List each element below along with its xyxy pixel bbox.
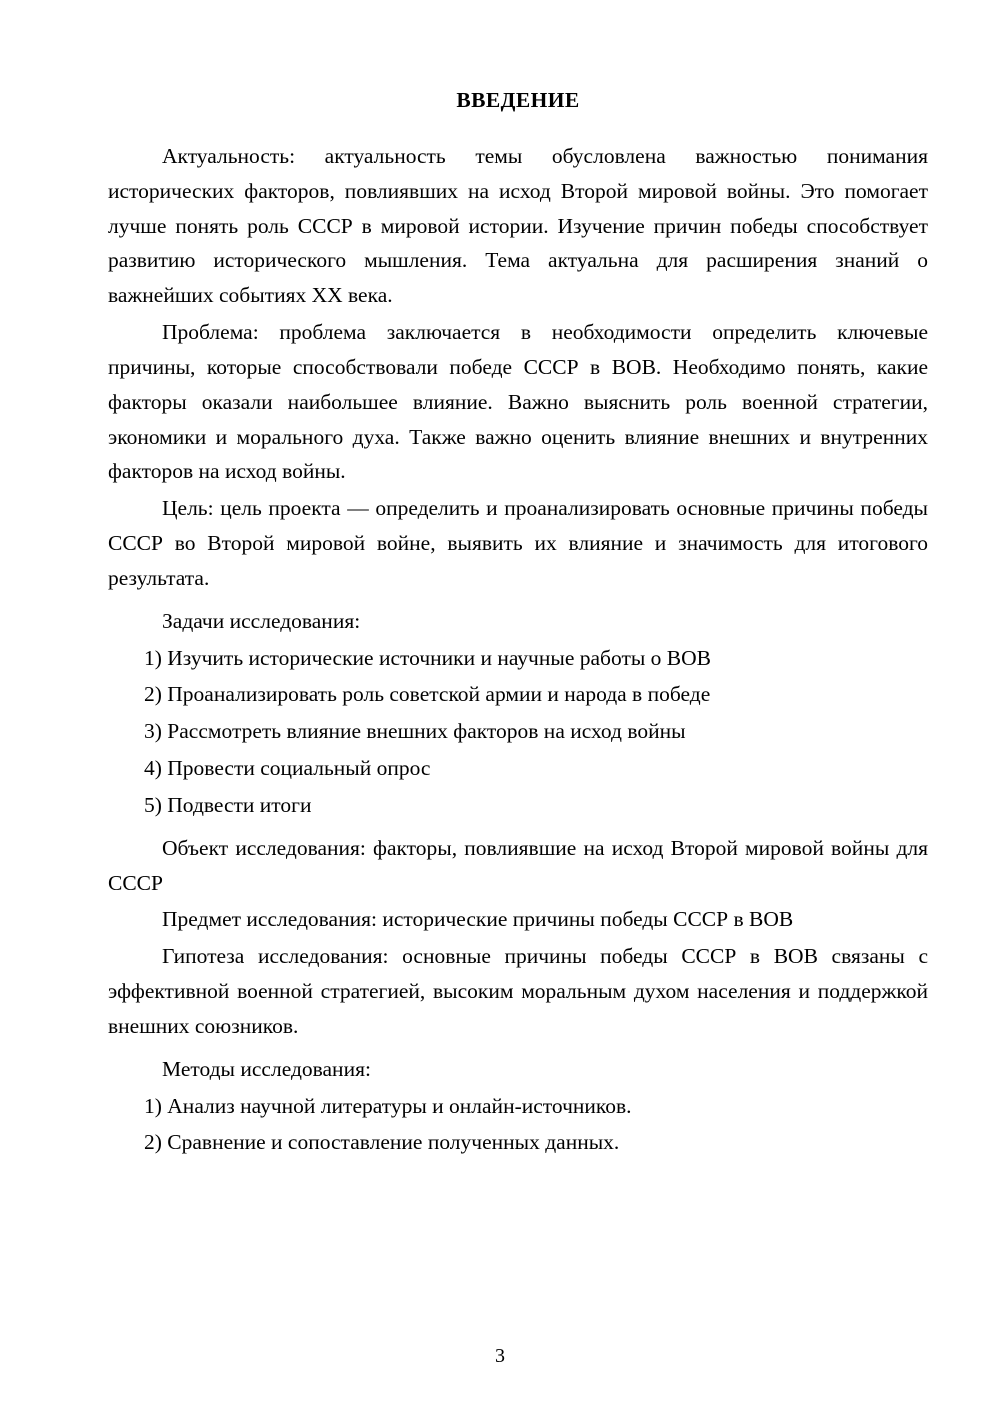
list-item: 2) Сравнение и сопоставление полученных данных. — [144, 1130, 620, 1155]
list-item: 1) Анализ научной литературы и онлайн-источников. — [144, 1093, 632, 1118]
methods-label: Методы исследования: — [162, 1056, 371, 1081]
paragraph-goal: Цель: цель проекта — определить и проанализировать основные причины победы СССР во Второй мировой войне, выявить их влияние и значимость для итогового результата. — [108, 496, 928, 590]
page-number: 3 — [495, 1345, 505, 1367]
paragraph-relevance: Актуальность: актуальность темы обусловлена важностью понимания исторических факторов, повлиявших на исход Второй мировой войны. Это помогает лучше понять роль СССР в мировой истории. Изучение причин победы способствует развитию исторического мышления. Тема актуальна для расширения знаний о важнейших событиях XX века. — [108, 144, 928, 308]
list-item: 3) Рассмотреть влияние внешних факторов на исход войны — [144, 719, 686, 744]
list-item: 1) Изучить исторические источники и научные работы о ВОВ — [144, 645, 711, 670]
list-item: 4) Провести социальный опрос — [144, 756, 431, 781]
tasks-label: Задачи исследования: — [162, 608, 361, 633]
page-title: ВВЕДЕНИЕ — [456, 88, 580, 112]
paragraph-subject: Предмет исследования: исторические причины победы СССР в ВОВ — [162, 907, 794, 932]
paragraph-hypothesis: Гипотеза исследования: основные причины победы СССР в ВОВ связаны с эффективной военной стратегией, высоким моральным духом населения и поддержкой внешних союзников. — [108, 944, 928, 1038]
list-item: 2) Проанализировать роль советской армии и народа в победе — [144, 682, 711, 707]
paragraph-problem: Проблема: проблема заключается в необходимости определить ключевые причины, которые способствовали победе СССР в ВОВ. Необходимо понять, какие факторы оказали наибольшее влияние. Важно выяснить роль военной стратегии, экономики и морального духа. Также важно оценить влияние внешних и внутренних факторов на исход войны. — [108, 320, 928, 484]
paragraph-object: Объект исследования: факторы, повлиявшие на исход Второй мировой войны для СССР — [108, 835, 928, 895]
list-item: 5) Подвести итоги — [144, 792, 312, 817]
